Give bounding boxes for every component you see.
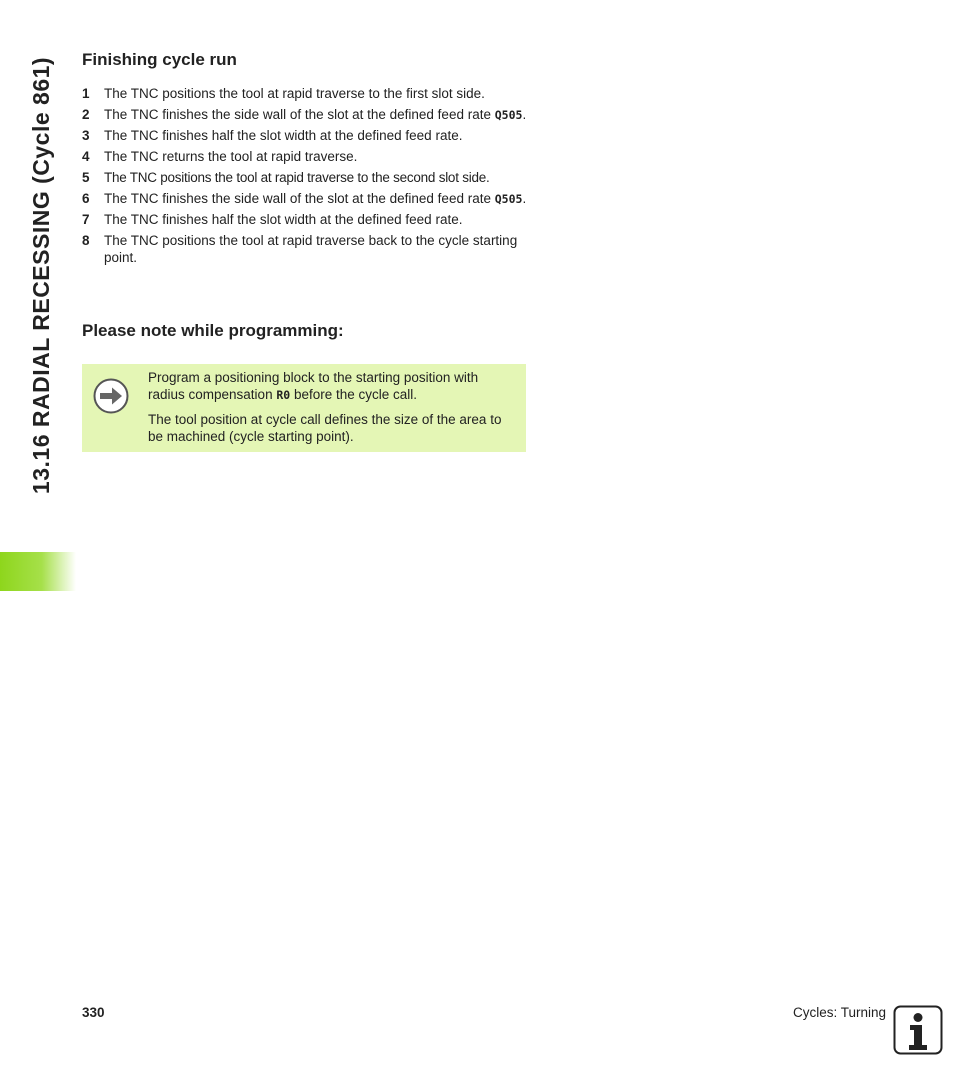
list-item <box>82 212 532 229</box>
note-paragraph: The tool position at cycle call defines the size of the area to be machined (cycle starting point). <box>148 412 502 444</box>
chapter-side-title <box>20 10 64 540</box>
step-number: 3 <box>82 128 90 143</box>
step-text: The TNC finishes half the slot width at the defined feed rate. <box>104 128 463 143</box>
parameter-code: Q505 <box>494 192 523 206</box>
step-text: The TNC finishes half the slot width at the defined feed rate. <box>104 212 463 227</box>
step-text: The TNC finishes the side wall of the slot at the defined feed rate <box>104 191 495 206</box>
list-item <box>82 149 532 166</box>
step-number: 7 <box>82 212 90 227</box>
parameter-code: Q505 <box>494 108 523 122</box>
chapter-side-title-text: 13.16 RADIAL RECESSING (Cycle 861) <box>28 56 55 494</box>
step-number: 4 <box>82 149 90 164</box>
info-icon[interactable] <box>893 1005 943 1055</box>
step-suffix: . <box>522 107 527 122</box>
list-item <box>82 107 532 124</box>
list-item <box>82 170 532 187</box>
page-number: 330 <box>82 1005 105 1020</box>
step-number: 5 <box>82 170 90 185</box>
step-text: The TNC positions the tool at rapid traverse back to the cycle starting point. <box>104 233 518 265</box>
footer-chapter-title: Cycles: Turning <box>792 1005 886 1020</box>
parameter-code: R0 <box>276 387 291 402</box>
chapter-tab-marker <box>0 552 76 591</box>
note-paragraph <box>148 370 518 403</box>
section-heading-programming-notes: Please note while programming: <box>82 321 344 340</box>
step-suffix: . <box>522 191 527 206</box>
step-text: The TNC positions the tool at rapid traverse to the second slot side. <box>104 170 490 185</box>
cycle-run-steps <box>82 86 532 271</box>
programming-note-box <box>82 364 526 452</box>
step-number: 6 <box>82 191 90 206</box>
step-text: The TNC finishes the side wall of the slot at the defined feed rate <box>104 107 495 122</box>
list-item <box>82 86 532 103</box>
note-text <box>148 370 518 454</box>
list-item <box>82 233 532 266</box>
arrow-right-icon <box>93 378 129 414</box>
step-text: The TNC returns the tool at rapid traverse. <box>104 149 358 164</box>
step-number: 8 <box>82 233 90 248</box>
note-text-part: before the cycle call. <box>290 386 418 402</box>
list-item <box>82 191 532 208</box>
step-number: 2 <box>82 107 90 122</box>
list-item <box>82 128 532 145</box>
section-heading-cycle-run: Finishing cycle run <box>82 50 237 69</box>
step-text: The TNC positions the tool at rapid traverse to the first slot side. <box>104 86 485 101</box>
step-number: 1 <box>82 86 90 101</box>
note-text-part: Program a positioning block to the starting position with radius compensation <box>148 370 479 402</box>
